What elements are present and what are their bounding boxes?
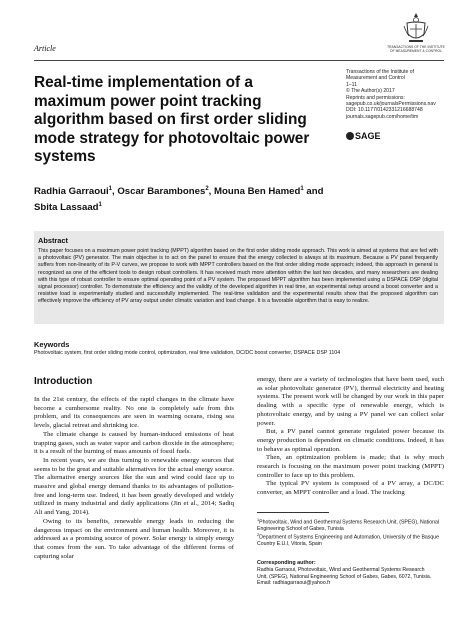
reprints-label: Reprints and permissions: [346, 94, 405, 101]
reprints-link[interactable]: sagepub.co.uk/journalsPermissions.nav [346, 101, 436, 108]
keywords-text: Photovoltaic system, first order sliding mode control, optimization, real time validation, DC/DC boost converter, DSPACE DSP 1104 [34, 350, 341, 356]
affiliation-footnote [257, 532, 447, 548]
paper-title: Real-time implementation of a maximum power point tracking algorithm based on first order sliding mode strategy for photovoltaic power systems [34, 74, 310, 166]
author-affiliation-mark: 1 [108, 186, 112, 192]
journal-name-line1: Transactions of the Institute of [346, 69, 415, 75]
publisher-logo [346, 131, 381, 141]
body-paragraph: energy, there are a variety of technologies that have been used, such as solar photovoltaic generator (PV), thermal electricity and heating systems. The present work will be changed by our work in this paper dealing with a specific type of renewable energy, which is photovoltaic energy, and by using a PV panel we can collect solar power. [257, 376, 444, 427]
body-paragraph: Owing to its benefits, renewable energy leads to reducing the dangerous impact on the environment and human health. Moreover, it is addressed as a promising source of power. Solar energy is simply energy that comes from the sun. To take advantage of the different forms of capturing solar [34, 517, 234, 560]
author-affiliation-mark: 1 [300, 186, 304, 192]
header-rule [34, 60, 444, 61]
sage-icon [346, 132, 354, 140]
corresponding-line: Unit, (SPEG), National Engineering School of Gabes, Gabes, 6072, Tunisia. [257, 573, 432, 580]
author-affiliation-mark: 2 [205, 186, 209, 192]
page-range: 1–11 [346, 81, 357, 88]
body-paragraph: In the 21st century, the effects of the rapid changes in the climate have become a cumbersome reality. No one is completely safe from this problem, and its consequences are seen in warming oceans, rising sea levels, glacial retreat and shrinking ice. [34, 396, 234, 430]
copyright: © The Author(s) 2017 [346, 88, 395, 95]
author-list [34, 183, 334, 214]
body-paragraph: But, a PV panel cannot generate regulated power because its energy production is dependent on climatic conditions. Indeed, it has to behave as optimal operation. [257, 428, 444, 453]
author: Radhia Garraoui [34, 186, 109, 198]
footnote-rule [257, 512, 329, 513]
footnote-mark: 2 [257, 533, 260, 537]
corresponding-author-details [257, 567, 447, 587]
doi[interactable]: DOI: 10.1177/0142331216688748 [346, 107, 423, 114]
body-column-left [34, 396, 234, 561]
journal-name-line2: Measurement and Control [346, 75, 405, 82]
author: Oscar Barambones [117, 186, 206, 198]
body-paragraph: Then, an optimization problem is made; that is why much research is focusing on the maximum power point tracking (MPPT) controller to face up to this problem. [257, 454, 444, 479]
affiliation-footnote [257, 517, 447, 533]
abstract-heading: Abstract [38, 236, 68, 245]
journal-meta [346, 69, 458, 120]
journal-url[interactable]: journals.sagepub.com/home/tim [346, 113, 419, 120]
author: Mouna Ben Hamed [214, 186, 301, 198]
author-separator: , [111, 186, 118, 198]
body-column-right [257, 376, 444, 498]
article-type-label: Article [34, 44, 56, 53]
corresponding-email[interactable]: Email: radhiagarraoui@yahoo.fr [257, 580, 331, 587]
keywords-heading: Keywords [34, 340, 70, 349]
section-heading-introduction: Introduction [34, 376, 93, 387]
corresponding-line: Radhia Garraoui, Photovoltaic, Wind and Geothermal Systems Research [257, 567, 425, 573]
body-paragraph: The typical PV system is composed of a PV array, a DC/DC converter, an MPPT controller and a load. The tracking [257, 480, 444, 497]
footnote-text: Photovoltaic, Wind and Geothermal Systems Research Unit, (SPEG), National Engineering School of Gabes, Tunisia [257, 519, 440, 533]
publisher-name: SAGE [355, 131, 381, 141]
crest-icon [403, 12, 429, 46]
footnote-mark: 1 [257, 518, 260, 522]
author: Sbita Lassaad [34, 201, 99, 213]
author-affiliation-mark: 1 [98, 201, 102, 208]
body-paragraph: In recent years, we are thus turning to renewable energy sources that seems to be the great and suitable alternatives for the actual energy source. The alternative energy sources like the sun and wind could face up to massive and global energy demand thanks to its advantages of pollution-free and long-term use. Indeed, it has been greatly developed and widely utilized in many industrial and daily applications (Jin et al., 2014; Sadiq Ali and Yang, 2014). [34, 456, 234, 517]
logo-text: TRANSACTIONS OF THE INSTITUTE OF MEASUREMENT & CONTROL [387, 45, 445, 53]
body-paragraph: The climate change is caused by human-induced emissions of heat trapping gases, such as water vapor and carbon dioxide in the atmosphere; it is a result of the burning of mass amounts of fossil fuels. [34, 430, 234, 456]
author-separator: and [303, 186, 324, 198]
footnote-text: Department of Systems Engineering and Automation, University of the Basque Country E.U.I, Vitoria, Spain [257, 534, 440, 548]
abstract-text: This paper focuses on a maximum power point tracking (MPPT) algorithm based on the first order sliding mode approach. This work is aimed at systems that are fed with a photovoltaic (PV) generator. The main objective is to act on the panel to ensure that the energy collected is always at its maximum. Because a PV panel frequently suffers from non-linearity of its P-V curves, we propose to work with MPPT controllers based on the first order sliding mode approach; indeed, this approach in general is recognized as one of the efficient tools to design robust controllers. It has received much more attention within the last two decades, and many researchers are dealing with this type of robust controller to ensure optimal operating point of a PV system. The proposed MPPT algorithm has been implemented using a DSPACE DSP (digital signal processor) controller. To demonstrate the efficiency and the validity of the developed algorithm in real time, an experimental setup around a boost converter and a resistive load is experimentally studied and successfully implemented. The real-time validation and the experimental results show that the proposed algorithm can effectively improve the efficiency of PV array output under climatic variation and load change. It is a favorable algorithm that is easy to realize. [38, 248, 438, 305]
author-separator: , [208, 186, 214, 198]
corresponding-author-heading: Corresponding author: [257, 560, 316, 566]
journal-logo [386, 12, 446, 54]
